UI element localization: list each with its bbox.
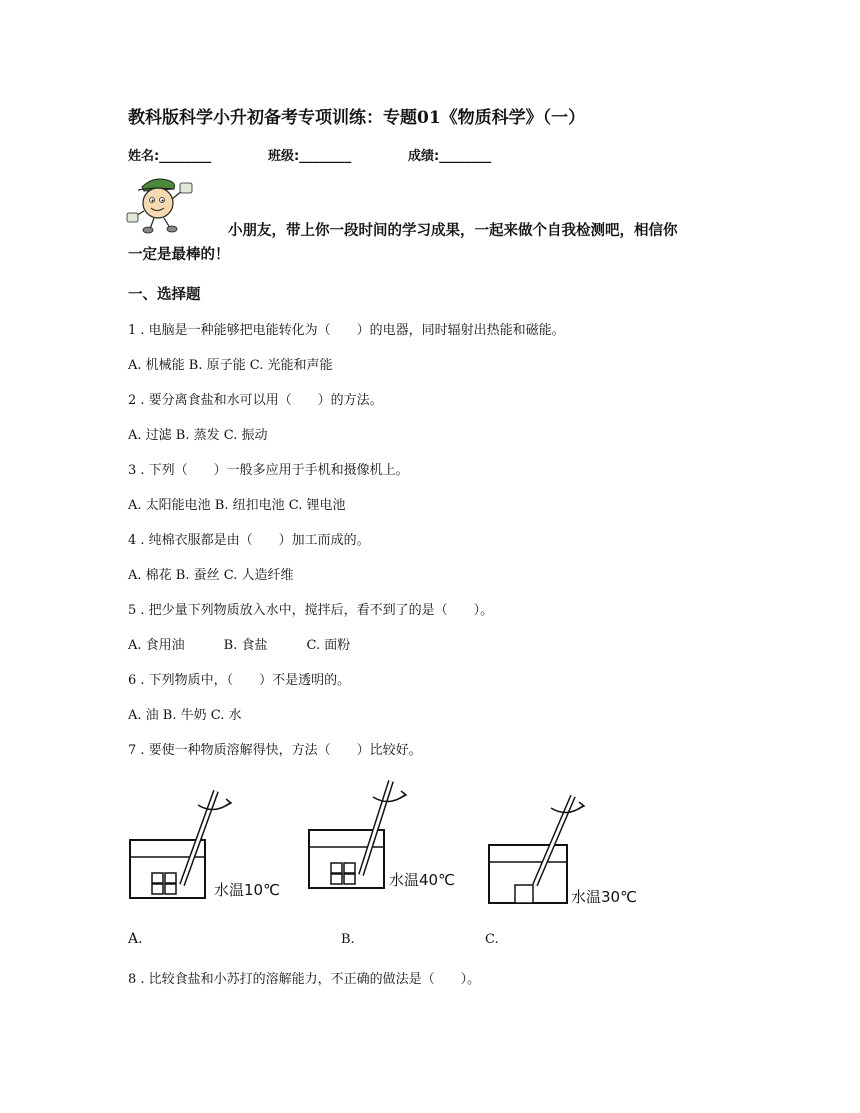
name-field: 姓名:________ — [128, 149, 212, 164]
options-5: A. 食用油 B. 食盐 C. 面粉 — [128, 638, 351, 653]
options-1: A. 机械能 B. 原子能 C. 光能和声能 — [128, 358, 333, 373]
temp-label-c: 水温30℃ — [571, 888, 637, 906]
intro-line-1: 小朋友，带上你一段时间的学习成果，一起来做个自我检测吧，相信你 — [228, 222, 678, 239]
question-6: 6 . 下列物质中，（ ）不是透明的。 — [128, 673, 351, 688]
figure-label-b: B. — [341, 932, 355, 947]
question-3: 3 . 下列（ ）一般多应用于手机和摄像机上。 — [128, 463, 409, 478]
cartoon-mascot-icon — [124, 173, 200, 235]
temp-label-b: 水温40℃ — [389, 871, 455, 889]
question-7: 7 . 要使一种物质溶解得快，方法（ ）比较好。 — [128, 743, 422, 758]
question-4: 4 . 纯棉衣服都是由（ ）加工而成的。 — [128, 533, 370, 548]
intro-line-2: 一定是最棒的！ — [128, 246, 230, 263]
figure-label-c: C. — [485, 932, 499, 947]
section-title: 一、选择题 — [128, 287, 201, 303]
options-4: A. 棉花 B. 蚕丝 C. 人造纤维 — [128, 568, 294, 583]
options-3: A. 太阳能电池 B. 纽扣电池 C. 锂电池 — [128, 498, 346, 513]
question-2: 2 . 要分离食盐和水可以用（ ）的方法。 — [128, 393, 383, 408]
beaker-figure-b — [305, 775, 475, 895]
score-field: 成绩:________ — [408, 149, 492, 164]
page-title: 教科版科学小升初备考专项训练：专题01《物质科学》（一） — [128, 108, 586, 128]
options-6: A. 油 B. 牛奶 C. 水 — [128, 708, 242, 723]
class-field: 班级:________ — [268, 149, 352, 164]
figure-label-a: A. — [128, 931, 143, 947]
question-5: 5 . 把少量下列物质放入水中，搅拌后，看不到了的是（ ）。 — [128, 603, 494, 618]
options-2: A. 过滤 B. 蒸发 C. 振动 — [128, 428, 268, 443]
question-8: 8 . 比较食盐和小苏打的溶解能力，不正确的做法是（ ）。 — [128, 972, 481, 987]
temp-label-a: 水温10℃ — [214, 881, 280, 899]
question-1: 1 . 电脑是一种能够把电能转化为（ ）的电器，同时辐射出热能和磁能。 — [128, 323, 565, 338]
beaker-figure-c — [485, 790, 660, 910]
beaker-figure-a — [126, 785, 296, 905]
